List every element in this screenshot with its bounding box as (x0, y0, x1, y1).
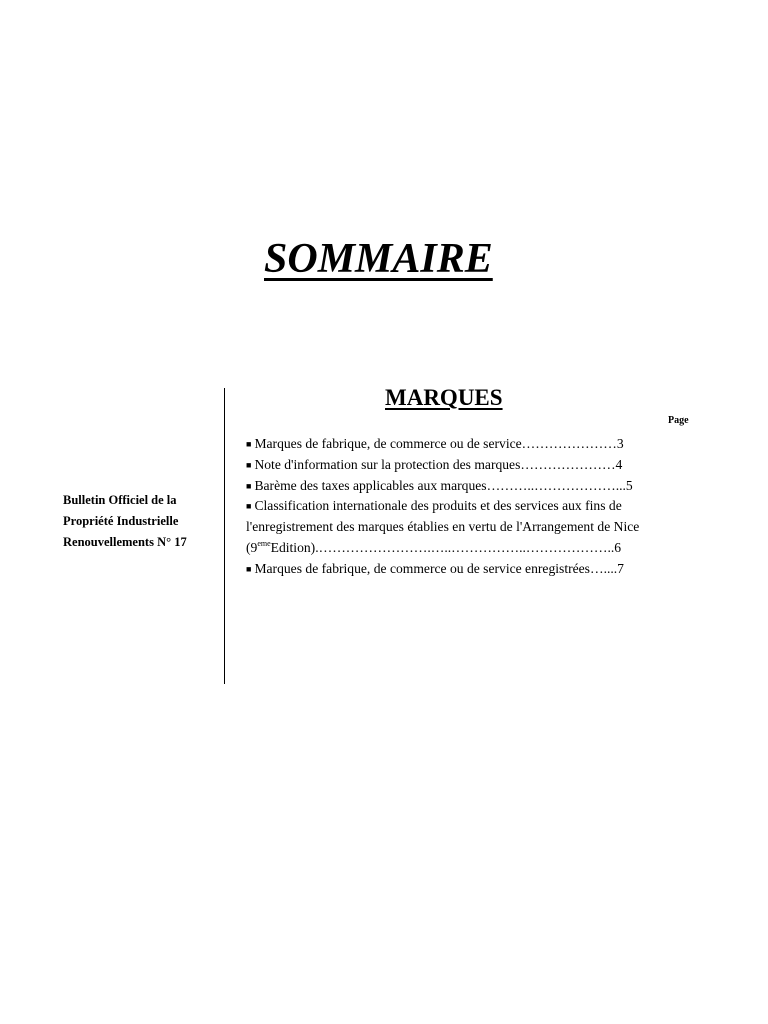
toc-item-text-tail: Edition).…………………….…..……………..………………..6 (270, 539, 622, 555)
vertical-divider (224, 388, 225, 684)
toc-item-text: Note d'information sur la protection des marques…………………4 (254, 456, 623, 472)
square-bullet-icon: ■ (246, 439, 252, 449)
toc-item[interactable] (246, 434, 698, 455)
bulletin-line-3: Renouvellements N° 17 (63, 535, 187, 549)
bulletin-line-2: Propriété Industrielle (63, 514, 179, 528)
page-column-label: Page (668, 415, 689, 426)
bulletin-info (63, 490, 187, 553)
table-of-contents (246, 434, 698, 580)
toc-item-text: Marques de fabrique, de commerce ou de service…………………3 (254, 436, 624, 451)
square-bullet-icon: ■ (246, 480, 252, 491)
toc-item-text: Marques de fabrique, de commerce ou de service enregistrées…....7 (254, 560, 624, 576)
toc-item[interactable] (246, 496, 698, 558)
toc-item-text: Barème des taxes applicables aux marques………..………………...5 (254, 477, 633, 493)
page-title: SOMMAIRE (264, 236, 493, 282)
square-bullet-icon: ■ (246, 501, 252, 512)
toc-item-superscript: eme (257, 538, 271, 548)
section-title: MARQUES (385, 385, 503, 410)
square-bullet-icon: ■ (246, 563, 252, 574)
square-bullet-icon: ■ (246, 459, 252, 470)
toc-item-text: Classification internationale des produits et des services aux fins de l'enregistrement des marques établies en vertu de l'Arrangement de Nice (9 (246, 498, 640, 555)
bulletin-line-1: Bulletin Officiel de la (63, 493, 177, 507)
toc-item[interactable] (246, 476, 698, 497)
toc-item[interactable] (246, 455, 698, 476)
toc-item[interactable] (246, 559, 698, 580)
